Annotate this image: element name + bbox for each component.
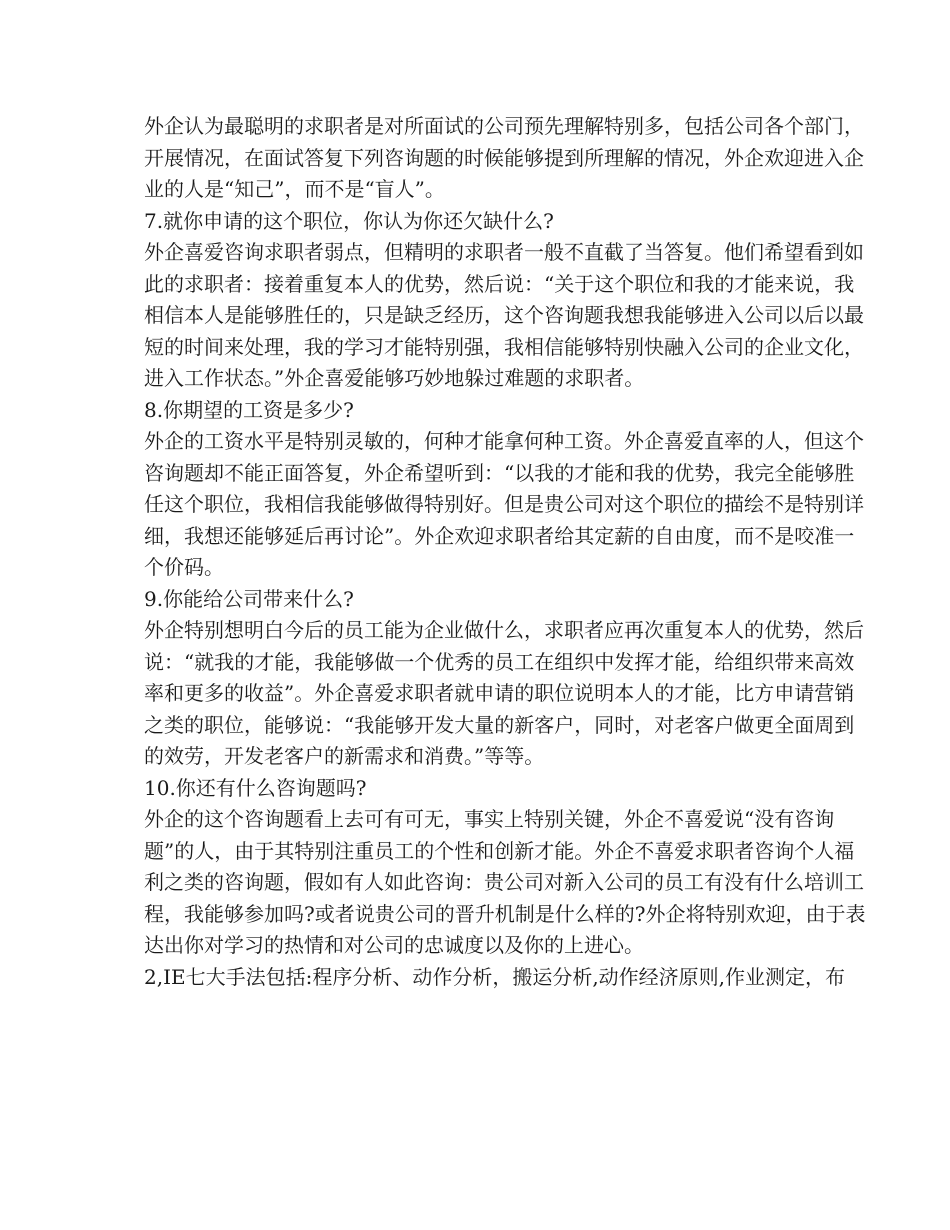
text-line: 达出你对学习的热情和对公司的忠诚度以及你的上进心。 bbox=[144, 933, 644, 957]
text-line: 的效劳，开发老客户的新需求和消费。”等等。 bbox=[144, 744, 545, 768]
text-line: 业的人是“知己”，而不是“盲人”。 bbox=[144, 177, 445, 201]
text-line: 程，我能够参加吗?或者说贵公司的晋升机制是什么样的?外企将特别欢迎，由于表 bbox=[144, 901, 866, 926]
text-line: 外企特别想明白今后的员工能为企业做什么，求职者应再次重复本人的优势，然后 bbox=[144, 618, 864, 642]
text-line: 外企喜爱咨询求职者弱点，但精明的求职者一般不直截了当答复。他们希望看到如 bbox=[144, 240, 864, 264]
text-line: 2,IE七大手法包括:程序分析、动作分析，搬运分析,动作经济原则,作业测定，布 bbox=[144, 964, 846, 989]
text-line: 细，我想还能够延后再讨论”。外企欢迎求职者给其定薪的自由度，而不是咬准一 bbox=[144, 523, 855, 548]
text-line: 率和更多的收益”。外企喜爱求职者就申请的职位说明本人的才能，比方申请营销 bbox=[144, 681, 855, 705]
text-line: 题”的人，由于其特别注重员工的个性和创新才能。外企不喜爱求职者咨询个人福 bbox=[144, 838, 855, 863]
text-line: 任这个职位，我相信我能够做得特别好。但是贵公司对这个职位的描绘不是特别详 bbox=[144, 492, 864, 516]
text-line: 咨询题却不能正面答复，外企希望听到：“以我的才能和我的优势，我完全能够胜 bbox=[144, 460, 855, 485]
text-line: 此的求职者：接着重复本人的优势，然后说：“关于这个职位和我的才能来说，我 bbox=[144, 271, 855, 296]
text-line: 个价码。 bbox=[144, 555, 224, 579]
text-line: 外企的这个咨询题看上去可有可无，事实上特别关键，外企不喜爱说“没有咨询 bbox=[144, 807, 835, 831]
text-line: 外企的工资水平是特别灵敏的，何种才能拿何种工资。外企喜爱直率的人，但这个 bbox=[144, 429, 864, 453]
text-line: 说：“就我的才能，我能够做一个优秀的员工在组织中发挥才能，给组织带来高效 bbox=[144, 649, 855, 674]
text-line: 开展情况，在面试答复下列咨询题的时候能够提到所理解的情况，外企欢迎进入企 bbox=[144, 145, 864, 170]
text-line: 利之类的咨询题，假如有人如此咨询：贵公司对新入公司的员工有没有什么培训工 bbox=[144, 870, 864, 894]
question-heading: 8.你期望的工资是多少? bbox=[144, 397, 354, 422]
text-line: 之类的职位，能够说：“我能够开发大量的新客户，同时，对老客户做更全面周到 bbox=[144, 712, 855, 737]
question-heading: 9.你能给公司带来什么? bbox=[144, 586, 354, 611]
question-heading: 7.就你申请的这个职位，你认为你还欠缺什么? bbox=[144, 208, 554, 233]
question-heading: 10.你还有什么咨询题吗? bbox=[144, 775, 367, 800]
text-line: 短的时间来处理，我的学习才能特别强，我相信能够特别快融入公司的企业文化， bbox=[144, 334, 864, 359]
document-page bbox=[144, 111, 866, 993]
text-line: 外企认为最聪明的求职者是对所面试的公司预先理解特别多，包括公司各个部门， bbox=[144, 114, 864, 138]
text-line: 相信本人是能够胜任的，只是缺乏经历，这个咨询题我想我能够进入公司以后以最 bbox=[144, 303, 864, 327]
text-line: 进入工作状态。”外企喜爱能够巧妙地躲过难题的求职者。 bbox=[144, 366, 645, 390]
